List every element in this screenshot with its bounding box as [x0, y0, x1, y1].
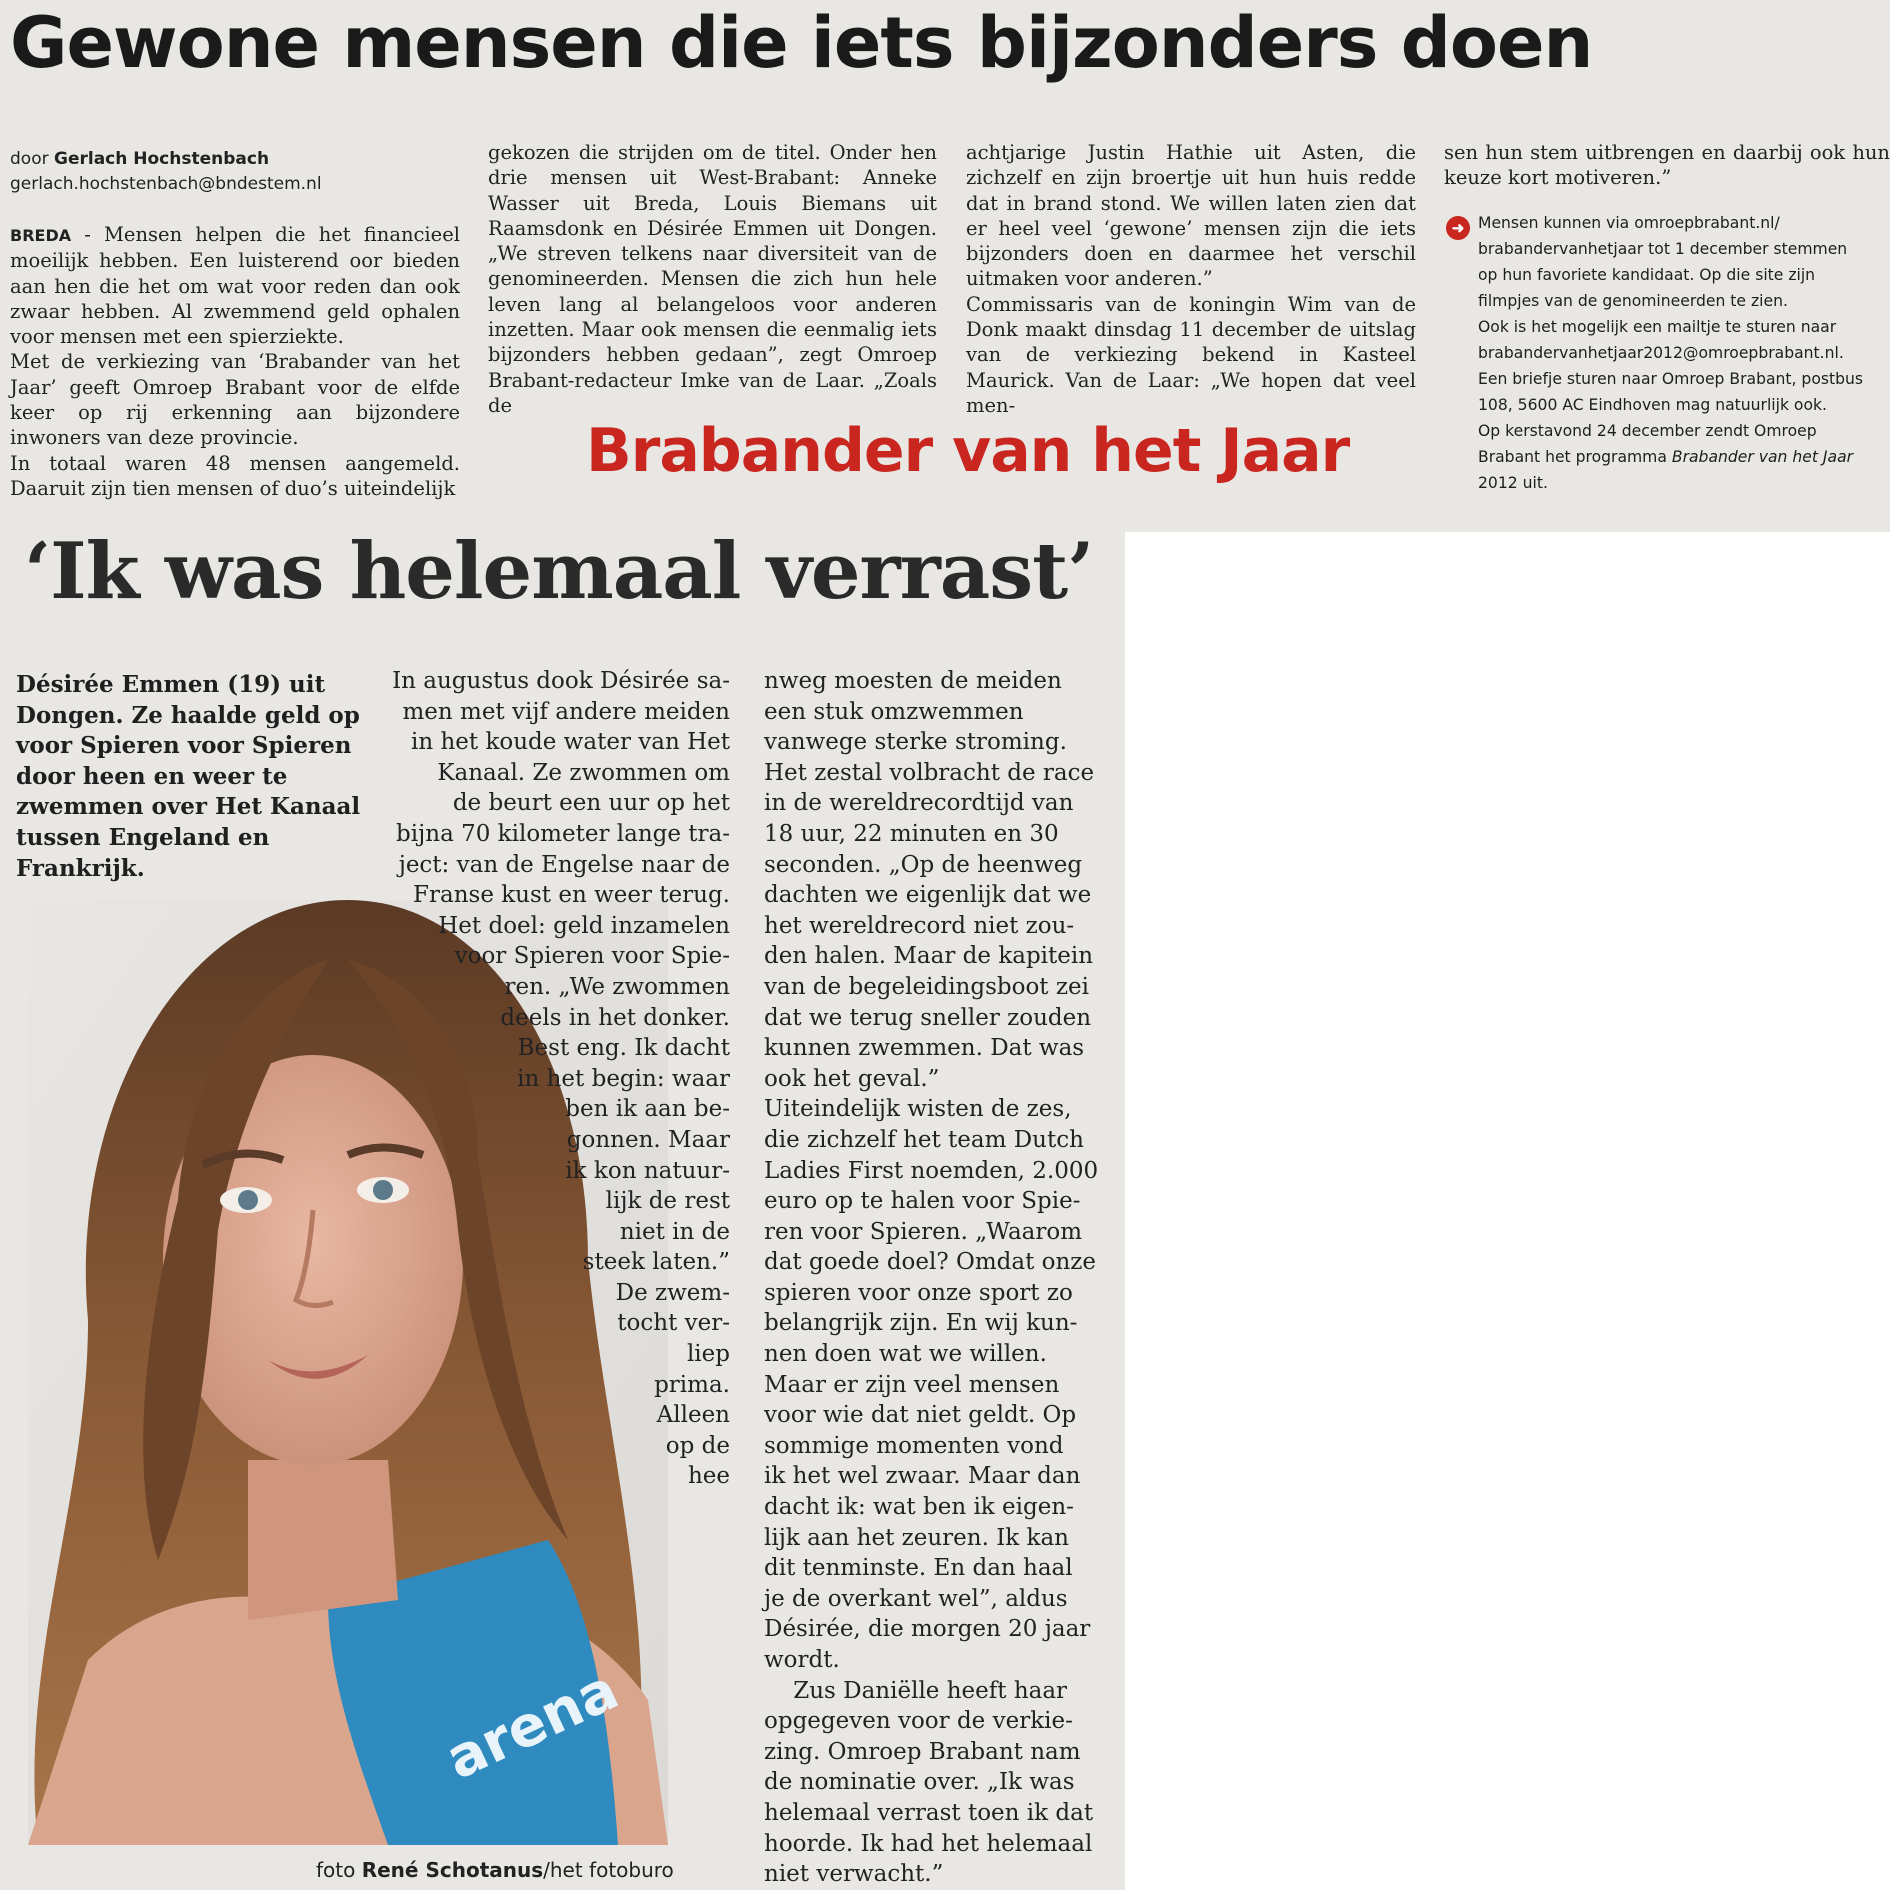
- article-line: den halen. Maar de kapitein: [764, 943, 1094, 970]
- article-line: dat goede doel? Omdat onze: [764, 1249, 1097, 1276]
- sidebar-line: brabandervanhetjaar2012@omroepbrabant.nl.: [1478, 344, 1844, 362]
- intro-column-1: [10, 222, 460, 501]
- article-line: Franse kust en weer terug.: [413, 882, 730, 909]
- article-line: Kanaal. Ze zwommen om: [437, 759, 730, 786]
- sidebar-line: Op kerstavond 24 december zendt Omroep: [1478, 422, 1817, 440]
- byline: [10, 147, 322, 197]
- article-line: Désirée, die morgen 20 jaar: [764, 1616, 1091, 1643]
- article-line: prima.: [654, 1371, 730, 1398]
- sidebar-line: brabandervanhetjaar tot 1 december stemmen: [1478, 240, 1848, 258]
- sidebar-line: Een briefje sturen naar Omroep Brabant, postbus: [1478, 370, 1864, 388]
- article-column-middle: [390, 666, 730, 1492]
- article-line: deels in het donker.: [500, 1004, 730, 1031]
- article-line: ren voor Spieren. „Waarom: [764, 1218, 1083, 1245]
- dateline: BREDA: [10, 226, 72, 245]
- article-line: een stuk omzwemmen: [764, 698, 1024, 725]
- intro-col3-p2: Commissaris van de koningin Wim van de Donk maakt dinsdag 11 december de uitslag van de verkiezing bekend in Kasteel Maurick. Van de Laar: „We hopen dat veel men-: [966, 292, 1416, 417]
- article-line: De zwem-: [615, 1279, 730, 1306]
- article-line: ook het geval.”: [764, 1065, 940, 1092]
- sidebar-line-last: [1448, 444, 1878, 470]
- article-line: men met vijf andere meiden: [402, 698, 730, 725]
- info-sidebar: [1448, 210, 1878, 496]
- sidebar-line: Mensen kunnen via omroepbrabant.nl/: [1478, 214, 1780, 232]
- article-line: je de overkant wel”, aldus: [764, 1585, 1068, 1612]
- article-line: ik het wel zwaar. Maar dan: [764, 1463, 1081, 1490]
- article-line: dachten we eigenlijk dat we: [764, 882, 1092, 909]
- headline: Gewone mensen die iets bijzonders doen: [10, 2, 1593, 84]
- article-line: nweg moesten de meiden: [764, 668, 1062, 694]
- section-title: Brabander van het Jaar: [586, 416, 1350, 486]
- article-line: niet in de: [619, 1218, 730, 1245]
- article-line: bijna 70 kilometer lange tra-: [396, 820, 730, 847]
- article-line: Uiteindelijk wisten de zes,: [764, 1096, 1072, 1123]
- article-line: Maar er zijn veel mensen: [764, 1371, 1060, 1398]
- photo-credit-suffix: /het fotoburo: [543, 1858, 674, 1882]
- intro-col3-text: achtjarige Justin Hathie uit Asten, die zichzelf en zijn broertje uit hun huis redde dat in brand stond. We willen laten zien dat er heel veel ‘gewone’ mensen zijn die iets bijzonders doen en daarmee het verschil uitmaken voor anderen.”: [966, 141, 1416, 291]
- article-line: sommige momenten vond: [764, 1432, 1064, 1459]
- intro-col4-text: sen hun stem uitbrengen en daarbij ook hun keuze kort motiveren.”: [1444, 141, 1890, 190]
- article-line: Ladies First noemden, 2.000: [764, 1157, 1099, 1184]
- sidebar-last-prefix: Brabant het programma: [1478, 448, 1672, 466]
- article-line: Alleen: [656, 1402, 730, 1429]
- article-line: dacht ik: wat ben ik eigen-: [764, 1494, 1074, 1521]
- photo-credit-prefix: foto: [316, 1858, 362, 1882]
- article-line: wordt.: [764, 1647, 840, 1673]
- article-lead: Désirée Emmen (19) uit Dongen. Ze haalde geld op voor Spieren voor Spieren door heen en weer te zwemmen over Het Kanaal tussen Engeland en Frankrijk.: [16, 671, 361, 882]
- byline-prefix: door: [10, 149, 49, 169]
- intro-column-3: [966, 140, 1416, 418]
- intro-col1-text: - Mensen helpen die het financieel moeilijk hebben. Een luisterend oor bieden aan hen die het om wat voor reden dan ook zwaar hebben. Al zwemmend geld ophalen voor mensen met een spierziekte.: [10, 223, 460, 349]
- article-line: nen doen wat we willen.: [764, 1341, 1047, 1368]
- article-line: steek laten.”: [582, 1249, 730, 1276]
- article-line: de nominatie over. „Ik was: [764, 1769, 1075, 1796]
- sidebar-final-line: 2012 uit.: [1478, 474, 1548, 492]
- sidebar-program-name: Brabander van het Jaar: [1671, 448, 1854, 466]
- article-line: in het begin: waar: [517, 1065, 730, 1092]
- intro-column-2: [488, 140, 937, 418]
- article-line: dit tenminste. En dan haal: [764, 1555, 1073, 1582]
- article-line: seconden. „Op de heenweg: [764, 851, 1083, 878]
- article-line: die zichzelf het team Dutch: [764, 1126, 1084, 1153]
- sidebar-line: filmpjes van de genomineerden te zien.: [1478, 292, 1788, 310]
- article-line: voor wie dat niet geldt. Op: [764, 1402, 1077, 1429]
- sidebar-line: Ook is het mogelijk een mailtje te sturen naar: [1478, 318, 1837, 336]
- article-line: Zus Daniëlle heeft haar: [764, 1677, 1068, 1704]
- article-line: In augustus dook Désirée sa-: [392, 668, 730, 694]
- article-line: hee: [687, 1463, 730, 1490]
- article-line: dat we terug sneller zouden: [764, 1004, 1092, 1031]
- article-line: op de: [665, 1432, 730, 1459]
- article-line: ik kon natuur-: [565, 1157, 730, 1184]
- article-line: zing. Omroep Brabant nam: [764, 1738, 1081, 1765]
- article-line: ject: van de Engelse naar de: [398, 851, 730, 878]
- swimsuit-logo: arena: [436, 1657, 629, 1793]
- sidebar-line: 108, 5600 AC Eindhoven mag natuurlijk ook.: [1478, 396, 1827, 414]
- article-line: euro op te halen voor Spie-: [764, 1188, 1081, 1215]
- arrow-right-circle-icon: ➜: [1446, 216, 1470, 240]
- article-line: de beurt een uur op het: [452, 790, 730, 817]
- article-line: in het koude water van Het: [410, 729, 730, 756]
- photo-credit-name: René Schotanus: [361, 1858, 544, 1882]
- article-line: belangrijk zijn. En wij kun-: [764, 1310, 1078, 1337]
- intro-column-4: [1444, 140, 1890, 191]
- article-column-right: [764, 666, 1109, 1890]
- article-line: Het doel: geld inzamelen: [438, 912, 730, 939]
- article-line: Het zestal volbracht de race: [764, 759, 1095, 786]
- intro-col1-p2: Met de verkiezing van ‘Brabander van het Jaar’ geeft Omroep Brabant voor de elfde keer op rij erkenning aan bijzondere inwoners van deze provincie.: [10, 350, 460, 450]
- article-line: in de wereldrecordtijd van: [764, 790, 1074, 817]
- article-line: niet verwacht.”: [764, 1861, 944, 1888]
- article-line: opgegeven voor de verkie-: [764, 1708, 1073, 1735]
- article-line: gonnen. Maar: [566, 1126, 730, 1153]
- article-line: Best eng. Ik dacht: [517, 1035, 730, 1062]
- article-line: helemaal verrast toen ik dat: [764, 1799, 1094, 1826]
- byline-author: Gerlach Hochstenbach: [54, 149, 270, 169]
- article-line: tocht ver-: [617, 1310, 730, 1337]
- article-line: ren. „We zwommen: [504, 973, 730, 1000]
- intro-col2-text: gekozen die strijden om de titel. Onder hen drie mensen uit West-Brabant: Anneke Wasser uit Breda, Louis Biemans uit Raamsdonk en Désirée Emmen uit Dongen. „We streven telkens naar diversiteit van de genomineerden. Mensen die zich hun hele leven lang al belangeloos voor anderen inzetten. Maar ook mensen die eenmalig iets bijzonders hebben gedaan”, zegt Omroep Brabant-redacteur Imke van de Laar. „Zoals de: [488, 141, 937, 417]
- article-line: 18 uur, 22 minuten en 30: [764, 820, 1059, 847]
- article-line: lijk de rest: [605, 1188, 730, 1215]
- article-line: het wereldrecord niet zou-: [764, 912, 1075, 939]
- article-subhead: ‘Ik was helemaal verrast’: [24, 526, 1094, 617]
- article-line: liep: [686, 1341, 730, 1368]
- article-line: van de begeleidingsboot zei: [764, 973, 1089, 1000]
- article-line: hoorde. Ik had het helemaal: [764, 1830, 1093, 1857]
- byline-email: gerlach.hochstenbach@bndestem.nl: [10, 174, 322, 194]
- article-line: kunnen zwemmen. Dat was: [764, 1035, 1085, 1062]
- article-line: vanwege sterke stroming.: [764, 729, 1067, 756]
- article-line: lijk aan het zeuren. Ik kan: [764, 1524, 1069, 1551]
- sidebar-line: op hun favoriete kandidaat. Op die site zijn: [1478, 266, 1816, 284]
- article-line: voor Spieren voor Spie-: [454, 943, 730, 970]
- article-line: spieren voor onze sport zo: [764, 1279, 1073, 1306]
- photo-credit: [316, 1858, 674, 1882]
- article-line: ben ik aan be-: [565, 1096, 730, 1123]
- intro-col1-p3: In totaal waren 48 mensen aangemeld. Daaruit zijn tien mensen of duo’s uiteindelijk: [10, 451, 460, 500]
